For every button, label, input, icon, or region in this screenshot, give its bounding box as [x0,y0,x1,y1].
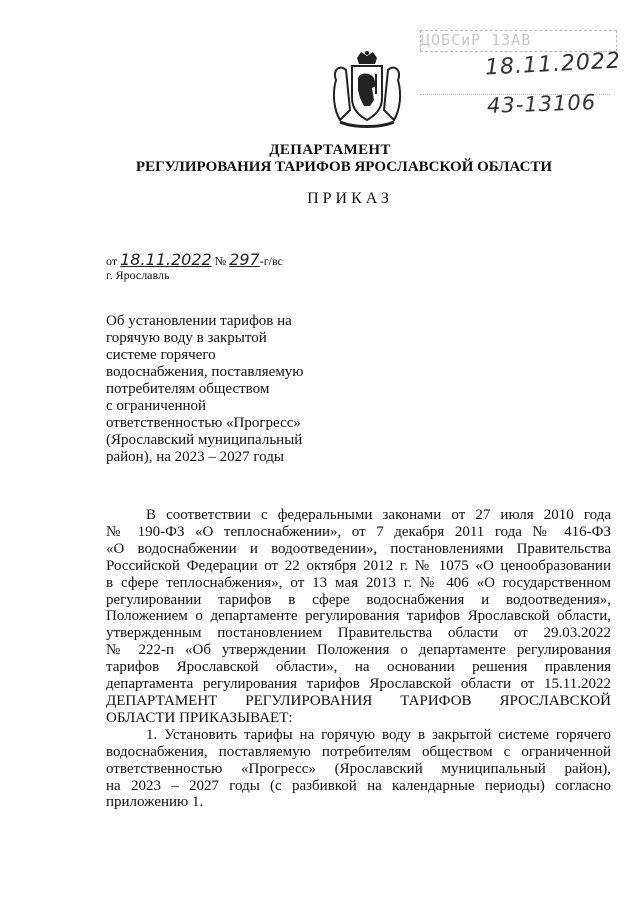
order-from-label: от [106,254,118,268]
body-line: В соответствии с федеральными законами от 27 июля 2010 года [146,507,611,523]
body-line: в сфере теплоснабжения», от 13 мая 2013 г. № 406 «О государственном [106,574,611,591]
department-subtitle: РЕГУЛИРОВАНИЯ ТАРИФОВ ЯРОСЛАВСКОЙ ОБЛАСТИ [135,159,553,175]
order-subject [106,313,321,466]
order-date-line [106,250,283,269]
yaroslavl-coat-of-arms-icon [330,50,404,130]
stamp-number: 43-13106 [486,90,597,118]
subject-line: системе горячего [106,347,216,363]
subject-line: район), на 2023 – 2027 годы [106,449,284,465]
department-title: ДЕПАРТАМЕНТ [269,142,391,158]
subject-line: водоснабжения, поставляемую [106,364,304,380]
order-number: 297 [229,250,260,269]
subject-line: горячую воду в закрытой [106,330,267,346]
subject-line: ответственностью «Прогресс» [106,415,301,431]
body-line: водоснабжения, поставляемую потребителям обществом с ограниченной [106,743,611,760]
document-type: ПРИКАЗ [307,190,393,207]
body-line: Российской Федерации от 22 октября 2012 г. № 1075 «О ценообразовании [106,557,611,574]
subject-line: Об установлении тарифов на [106,313,292,329]
body-line: департамента регулирования тарифов Ярославской области от 15.11.2022 [106,676,611,693]
order-body [106,507,611,811]
body-line: регулировании тарифов в сфере водоснабжения и водоотведения», [106,591,611,608]
body-line: ответственностью «Прогресс» (Ярославский муниципальный район), [106,760,611,777]
body-line: № 190-ФЗ «О теплоснабжении», от 7 декабря 2011 года № 416-ФЗ [106,523,611,540]
order-number-suffix: -г/вс [259,254,283,268]
body-line: ДЕПАРТАМЕНТ РЕГУЛИРОВАНИЯ ТАРИФОВ ЯРОСЛАВСКОЙ [106,692,611,709]
subject-line: потребителям обществом [106,381,270,397]
registration-stamp-header: ЦОБСиР 1ЗАВ [420,30,617,52]
body-line: ОБЛАСТИ ПРИКАЗЫВАЕТ: [106,709,293,726]
order-number-label: № [214,254,227,268]
body-line: утвержденным постановлением Правительства области от 29.03.2022 [106,625,611,642]
body-line: Положением о департаменте регулирования тарифов Ярославской области, [106,608,611,625]
subject-line: с ограниченной [106,398,207,414]
order-city: г. Ярославль [106,268,170,282]
body-line: «О водоснабжении и водоотведении», постановлениями Правительства [106,540,611,557]
body-line: на 2023 – 2027 годы (с разбивкой на календарные периоды) согласно [106,777,611,794]
body-line: тарифов Ярославской области», на основании решения правления [106,659,611,676]
order-date: 18.11.2022 [120,250,212,269]
body-line: приложению 1. [106,794,204,811]
subject-line: (Ярославский муниципальный [106,432,303,448]
body-line: № 222-п «Об утверждении Положения о департаменте регулирования [106,642,611,659]
stamp-date: 18.11.2022 [484,48,622,81]
body-line: 1. Установить тарифы на горячую воду в закрытой системе горячего [146,726,611,743]
